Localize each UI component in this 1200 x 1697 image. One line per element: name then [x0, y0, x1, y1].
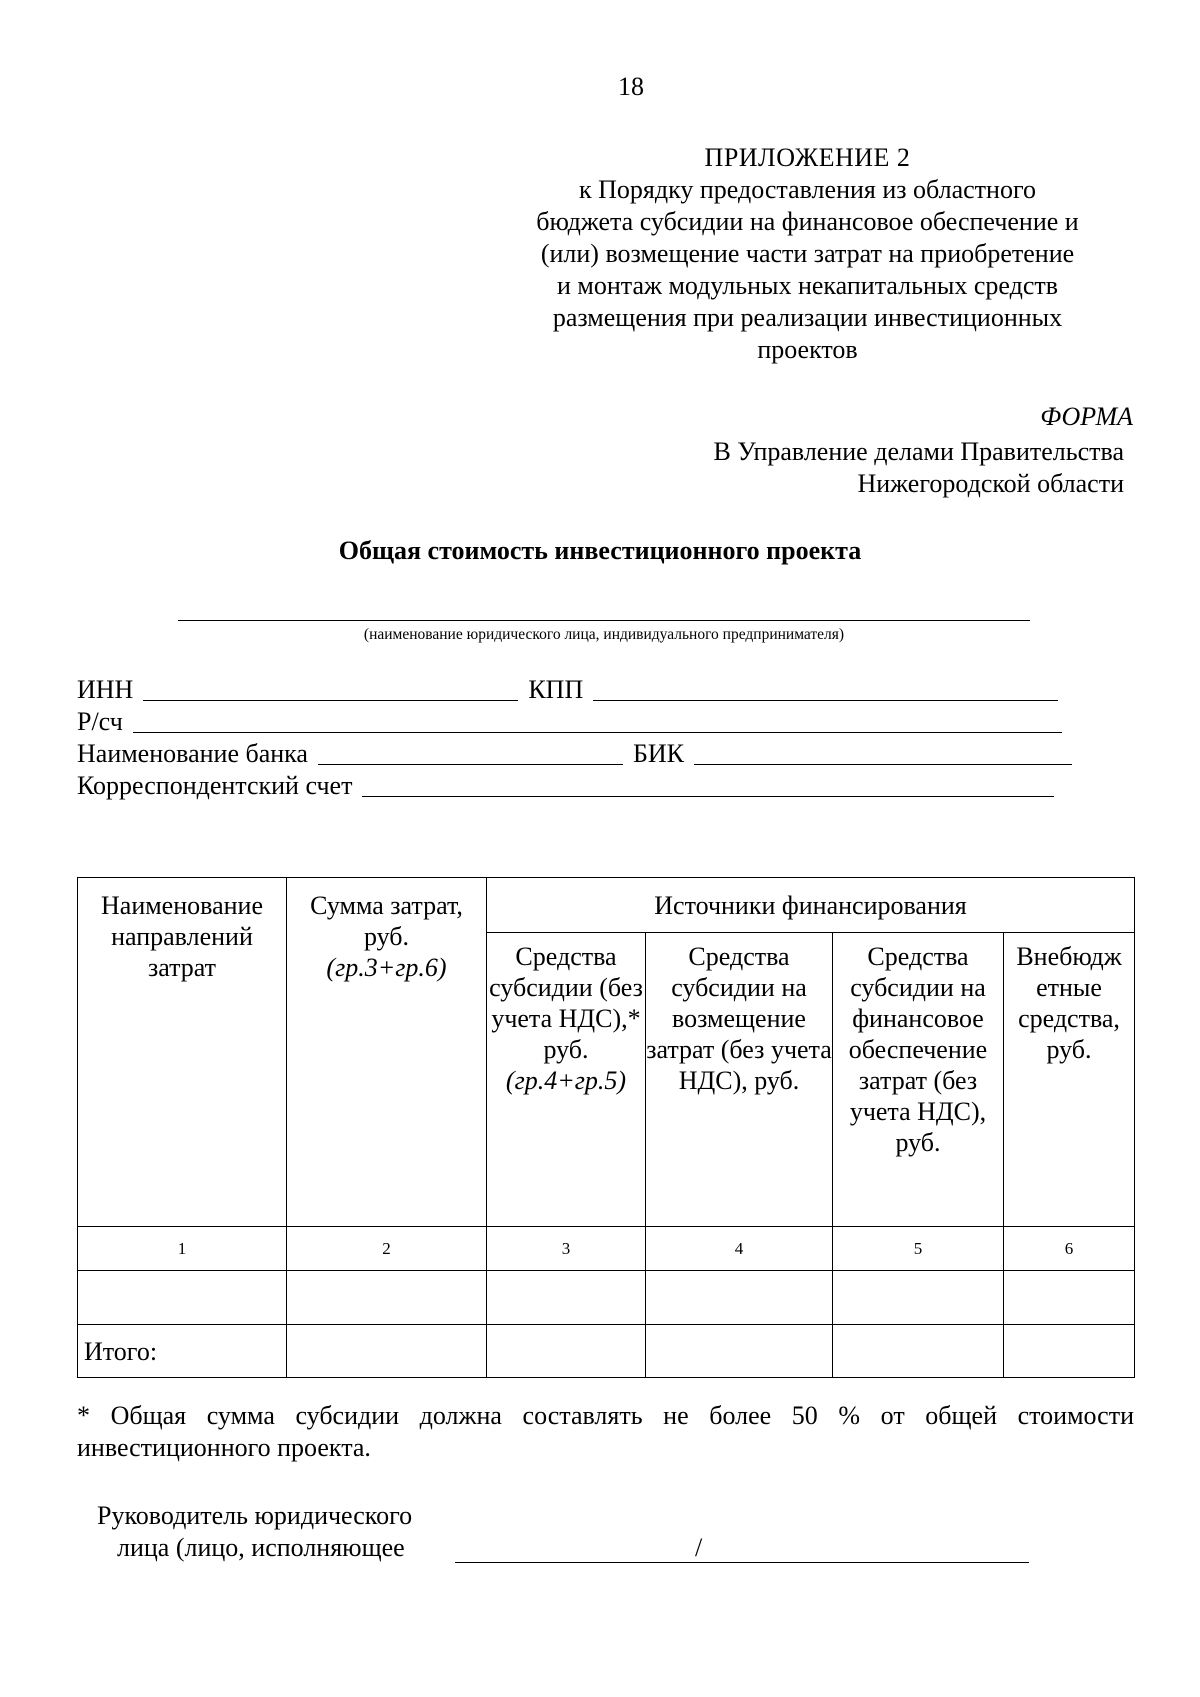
inn-kpp-row [77, 674, 1058, 706]
bank-name-field[interactable] [318, 738, 623, 765]
column-number: 2 [287, 1227, 487, 1271]
column-number: 5 [833, 1227, 1004, 1271]
form-label: ФОРМА [1040, 402, 1133, 431]
entity-name-line[interactable] [178, 620, 1030, 621]
column-number: 4 [646, 1227, 833, 1271]
signer-title-line1: Руководитель юридического [97, 1501, 413, 1530]
account-field[interactable] [133, 706, 1062, 733]
appendix-line: и монтаж модульных некапитальных средств [557, 271, 1058, 300]
account-label: Р/сч [77, 707, 123, 736]
col2-header [287, 878, 487, 1227]
column-number: 6 [1004, 1227, 1135, 1271]
table-cell[interactable] [287, 1271, 487, 1325]
col3-header-text: Средства субсидии (без учета НДС),* руб. [489, 942, 643, 1064]
table-cell[interactable] [646, 1271, 833, 1325]
bik-label: БИК [632, 739, 685, 768]
appendix-block [530, 142, 1085, 366]
column-number: 3 [487, 1227, 646, 1271]
appendix-line: размещения при реализации инвестиционных [552, 303, 1063, 332]
inn-label: ИНН [77, 675, 134, 704]
table-cell[interactable] [833, 1325, 1004, 1378]
table-cell[interactable] [833, 1271, 1004, 1325]
signer-title-line2: лица (лицо, исполняющее [117, 1533, 405, 1562]
table-cell[interactable] [487, 1271, 646, 1325]
appendix-line: (или) возмещение части затрат на приобретение [540, 239, 1075, 268]
page-number: 18 [618, 72, 644, 101]
table-cell[interactable] [1004, 1325, 1135, 1378]
col3-header [487, 933, 646, 1227]
col5-header: Средства субсидии на финансовое обеспечение затрат (без учета НДС), руб. [833, 933, 1004, 1227]
account-row [77, 706, 1062, 738]
bik-field[interactable] [694, 738, 1072, 765]
total-row [78, 1325, 1135, 1378]
table-cell[interactable] [78, 1271, 287, 1325]
kpp-field[interactable] [593, 674, 1058, 701]
appendix-line: к Порядку предоставления из областного [579, 175, 1036, 204]
sources-header: Источники финансирования [487, 878, 1135, 933]
corr-account-row [77, 770, 1054, 802]
signature-line[interactable] [455, 1562, 1029, 1563]
col1-header: Наименование направлений затрат [78, 878, 287, 1227]
table-cell[interactable] [646, 1325, 833, 1378]
table-cell[interactable] [287, 1325, 487, 1378]
table-cell[interactable] [1004, 1271, 1135, 1325]
corr-account-field[interactable] [362, 770, 1054, 797]
column-number-row [78, 1227, 1135, 1271]
col6-header: Внебюдж етные средства, руб. [1004, 933, 1135, 1227]
appendix-line: проектов [757, 335, 858, 364]
col4-header: Средства субсидии на возмещение затрат (без учета НДС), руб. [646, 933, 833, 1227]
recipient-line: В Управление делами Правительства [713, 437, 1124, 466]
bank-name-label: Наименование банка [77, 739, 308, 768]
kpp-label: КПП [528, 675, 584, 704]
col3-formula: (гр.4+гр.5) [505, 1066, 627, 1095]
financing-table [77, 877, 1135, 1378]
signature-separator: / [695, 1533, 703, 1562]
col2-header-text: Сумма затрат, руб. [310, 891, 463, 951]
document-title: Общая стоимость инвестиционного проекта [338, 536, 862, 565]
bank-bik-row [77, 738, 1072, 770]
column-number: 1 [78, 1227, 287, 1271]
recipient-line: Нижегородской области [857, 469, 1124, 498]
table-cell[interactable] [487, 1325, 646, 1378]
entity-name-caption: (наименование юридического лица, индивидуального предпринимателя) [363, 626, 845, 643]
appendix-line: бюджета субсидии на финансовое обеспечение и [536, 207, 1079, 236]
table-row [78, 1271, 1135, 1325]
inn-field[interactable] [143, 674, 518, 701]
appendix-title: ПРИЛОЖЕНИЕ 2 [704, 143, 911, 172]
corr-account-label: Корреспондентский счет [77, 771, 353, 800]
col2-formula: (гр.3+гр.6) [326, 953, 447, 982]
recipient-block [600, 436, 1124, 500]
total-label: Итого: [78, 1325, 287, 1378]
table-header-row [78, 878, 1135, 933]
footnote: * Общая сумма субсидии должна составлять не более 50 % от общей стоимости инвестиционного проекта. [77, 1401, 1134, 1462]
